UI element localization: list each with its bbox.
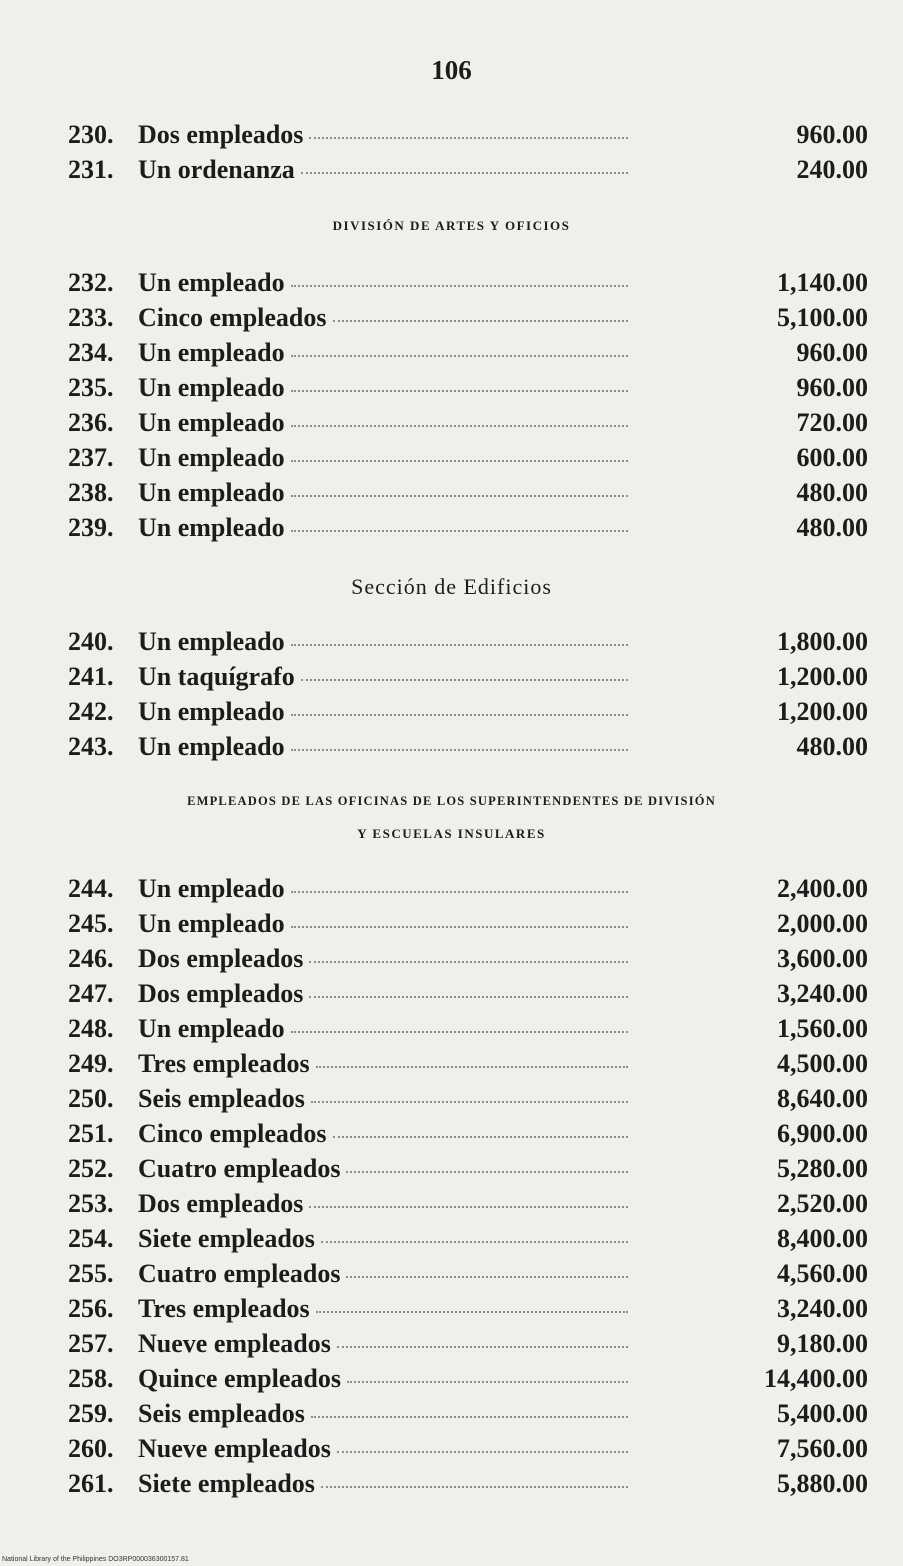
dot-leader — [291, 425, 628, 427]
entry-description: Un empleado — [138, 373, 285, 402]
ledger-entry-235 — [68, 373, 868, 408]
dot-leader — [321, 1241, 628, 1243]
ledger-entry-234 — [68, 338, 868, 373]
ledger-entry-233 — [68, 303, 868, 338]
entry-amount: 3,600.00 — [777, 944, 868, 973]
entry-amount: 4,500.00 — [777, 1049, 868, 1078]
entry-description: Dos empleados — [138, 979, 304, 1008]
entry-number: 246. — [68, 944, 114, 973]
entry-amount: 2,000.00 — [777, 909, 868, 938]
entry-number: 248. — [68, 1014, 114, 1043]
ledger-entry-249 — [68, 1049, 868, 1084]
ledger-entry-254 — [68, 1224, 868, 1259]
ledger-entry-261 — [68, 1469, 868, 1504]
ledger-entry-259 — [68, 1399, 868, 1434]
entry-description: Tres empleados — [138, 1294, 310, 1323]
ledger-entry-252 — [68, 1154, 868, 1189]
dot-leader — [291, 460, 628, 462]
dot-leader — [309, 961, 628, 963]
entry-number: 239. — [68, 513, 114, 542]
ledger-entry-246 — [68, 944, 868, 979]
entry-description: Siete empleados — [138, 1469, 315, 1498]
page-number: 106 — [431, 55, 472, 85]
dot-leader — [337, 1346, 628, 1348]
entry-amount: 1,200.00 — [777, 662, 868, 691]
entry-amount: 480.00 — [796, 732, 868, 761]
entry-amount: 5,880.00 — [777, 1469, 868, 1498]
entry-number: 233. — [68, 303, 114, 332]
dot-leader — [291, 355, 628, 357]
entry-description: Un empleado — [138, 268, 285, 297]
ledger-entry-239 — [68, 513, 868, 548]
entry-description: Dos empleados — [138, 1189, 304, 1218]
entry-amount: 8,640.00 — [777, 1084, 868, 1113]
ledger-entry-247 — [68, 979, 868, 1014]
entry-description: Dos empleados — [138, 120, 304, 149]
entry-amount: 1,200.00 — [777, 697, 868, 726]
entry-amount: 5,400.00 — [777, 1399, 868, 1428]
ledger-entry-244 — [68, 874, 868, 909]
entry-amount: 960.00 — [796, 338, 868, 367]
entry-description: Nueve empleados — [138, 1434, 331, 1463]
dot-leader — [291, 891, 628, 893]
entry-description: Cuatro empleados — [138, 1154, 341, 1183]
ledger-entry-237 — [68, 443, 868, 478]
ledger-entry-230 — [68, 120, 868, 155]
entry-number: 238. — [68, 478, 114, 507]
dot-leader — [311, 1101, 628, 1103]
dot-leader — [309, 1206, 628, 1208]
entry-number: 253. — [68, 1189, 114, 1218]
entry-amount: 14,400.00 — [764, 1364, 868, 1393]
entry-amount: 2,400.00 — [777, 874, 868, 903]
entry-number: 258. — [68, 1364, 114, 1393]
section-heading-edificios: Sección de Edificios — [351, 574, 552, 599]
entry-description: Seis empleados — [138, 1399, 305, 1428]
dot-leader — [347, 1381, 628, 1383]
ledger-entry-257 — [68, 1329, 868, 1364]
ledger-entry-232 — [68, 268, 868, 303]
entry-amount: 2,520.00 — [777, 1189, 868, 1218]
entry-description: Nueve empleados — [138, 1329, 331, 1358]
dot-leader — [311, 1416, 628, 1418]
entry-description: Un empleado — [138, 874, 285, 903]
ledger-entry-256 — [68, 1294, 868, 1329]
ledger-entry-231 — [68, 155, 868, 190]
dot-leader — [291, 1031, 628, 1033]
entry-description: Un empleado — [138, 1014, 285, 1043]
entry-amount: 5,100.00 — [777, 303, 868, 332]
entry-amount: 480.00 — [796, 513, 868, 542]
entry-number: 260. — [68, 1434, 114, 1463]
entry-description: Tres empleados — [138, 1049, 310, 1078]
section-heading-superintendentes: EMPLEADOS DE LAS OFICINAS DE LOS SUPERINTENDENTES DE DIVISIÓN — [187, 794, 716, 808]
entry-number: 243. — [68, 732, 114, 761]
entry-number: 242. — [68, 697, 114, 726]
entry-amount: 960.00 — [796, 373, 868, 402]
ledger-entry-238 — [68, 478, 868, 513]
section-heading-artes-oficios: DIVISIÓN DE ARTES Y OFICIOS — [332, 218, 571, 233]
ledger-entry-258 — [68, 1364, 868, 1399]
entry-number: 237. — [68, 443, 114, 472]
entry-number: 241. — [68, 662, 114, 691]
entry-description: Un empleado — [138, 513, 285, 542]
entry-description: Un empleado — [138, 443, 285, 472]
entry-number: 231. — [68, 155, 114, 184]
entry-description: Seis empleados — [138, 1084, 305, 1113]
ledger-entry-236 — [68, 408, 868, 443]
dot-leader — [309, 137, 628, 139]
ledger-entry-255 — [68, 1259, 868, 1294]
entry-amount: 6,900.00 — [777, 1119, 868, 1148]
entry-number: 259. — [68, 1399, 114, 1428]
ledger-entry-241 — [68, 662, 868, 697]
entry-amount: 1,140.00 — [777, 268, 868, 297]
dot-leader — [291, 644, 628, 646]
entry-amount: 720.00 — [796, 408, 868, 437]
entry-description: Siete empleados — [138, 1224, 315, 1253]
ledger-entry-240 — [68, 627, 868, 662]
entry-number: 249. — [68, 1049, 114, 1078]
entry-number: 240. — [68, 627, 114, 656]
entry-number: 250. — [68, 1084, 114, 1113]
ledger-entry-242 — [68, 697, 868, 732]
entry-description: Cinco empleados — [138, 1119, 327, 1148]
dot-leader — [291, 530, 628, 532]
entry-number: 261. — [68, 1469, 114, 1498]
entry-description: Un empleado — [138, 478, 285, 507]
entry-number: 236. — [68, 408, 114, 437]
entry-number: 255. — [68, 1259, 114, 1288]
dot-leader — [291, 390, 628, 392]
entry-description: Cinco empleados — [138, 303, 327, 332]
entry-description: Quince empleados — [138, 1364, 341, 1393]
dot-leader — [337, 1451, 628, 1453]
ledger-entry-245 — [68, 909, 868, 944]
entry-amount: 960.00 — [796, 120, 868, 149]
entry-number: 254. — [68, 1224, 114, 1253]
entry-amount: 240.00 — [796, 155, 868, 184]
entry-amount: 3,240.00 — [777, 979, 868, 1008]
entry-description: Un empleado — [138, 408, 285, 437]
entry-amount: 8,400.00 — [777, 1224, 868, 1253]
entry-description: Un ordenanza — [138, 155, 295, 184]
ledger-entry-250 — [68, 1084, 868, 1119]
entry-amount: 4,560.00 — [777, 1259, 868, 1288]
entry-amount: 1,560.00 — [777, 1014, 868, 1043]
archive-footer: National Library of the Philippines DO3RP000036300157.81 — [2, 1556, 189, 1563]
dot-leader — [333, 1136, 629, 1138]
entry-description: Un empleado — [138, 732, 285, 761]
entry-amount: 600.00 — [796, 443, 868, 472]
dot-leader — [316, 1066, 628, 1068]
dot-leader — [346, 1276, 628, 1278]
entry-description: Un empleado — [138, 697, 285, 726]
dot-leader — [291, 926, 628, 928]
dot-leader — [291, 495, 628, 497]
section-heading-superintendentes-line2: Y ESCUELAS INSULARES — [357, 826, 546, 841]
dot-leader — [316, 1311, 628, 1313]
entry-description: Un empleado — [138, 909, 285, 938]
entry-amount: 5,280.00 — [777, 1154, 868, 1183]
entry-number: 230. — [68, 120, 114, 149]
entry-number: 234. — [68, 338, 114, 367]
ledger-entry-243 — [68, 732, 868, 767]
entry-number: 251. — [68, 1119, 114, 1148]
entry-description: Un empleado — [138, 627, 285, 656]
entry-description: Dos empleados — [138, 944, 304, 973]
dot-leader — [291, 749, 628, 751]
entry-amount: 7,560.00 — [777, 1434, 868, 1463]
dot-leader — [309, 996, 628, 998]
entry-number: 232. — [68, 268, 114, 297]
entry-amount: 9,180.00 — [777, 1329, 868, 1358]
entry-number: 244. — [68, 874, 114, 903]
dot-leader — [301, 679, 628, 681]
entry-number: 247. — [68, 979, 114, 1008]
entry-amount: 480.00 — [796, 478, 868, 507]
dot-leader — [291, 285, 628, 287]
ledger-entry-251 — [68, 1119, 868, 1154]
ledger-entry-253 — [68, 1189, 868, 1224]
entry-description: Cuatro empleados — [138, 1259, 341, 1288]
entry-description: Un taquígrafo — [138, 662, 295, 691]
dot-leader — [333, 320, 629, 322]
ledger-entry-260 — [68, 1434, 868, 1469]
dot-leader — [321, 1486, 628, 1488]
entry-number: 235. — [68, 373, 114, 402]
entry-amount: 1,800.00 — [777, 627, 868, 656]
entry-number: 256. — [68, 1294, 114, 1323]
entry-amount: 3,240.00 — [777, 1294, 868, 1323]
ledger-entry-248 — [68, 1014, 868, 1049]
entry-number: 245. — [68, 909, 114, 938]
dot-leader — [346, 1171, 628, 1173]
entry-number: 257. — [68, 1329, 114, 1358]
entry-number: 252. — [68, 1154, 114, 1183]
dot-leader — [301, 172, 628, 174]
entry-description: Un empleado — [138, 338, 285, 367]
dot-leader — [291, 714, 628, 716]
